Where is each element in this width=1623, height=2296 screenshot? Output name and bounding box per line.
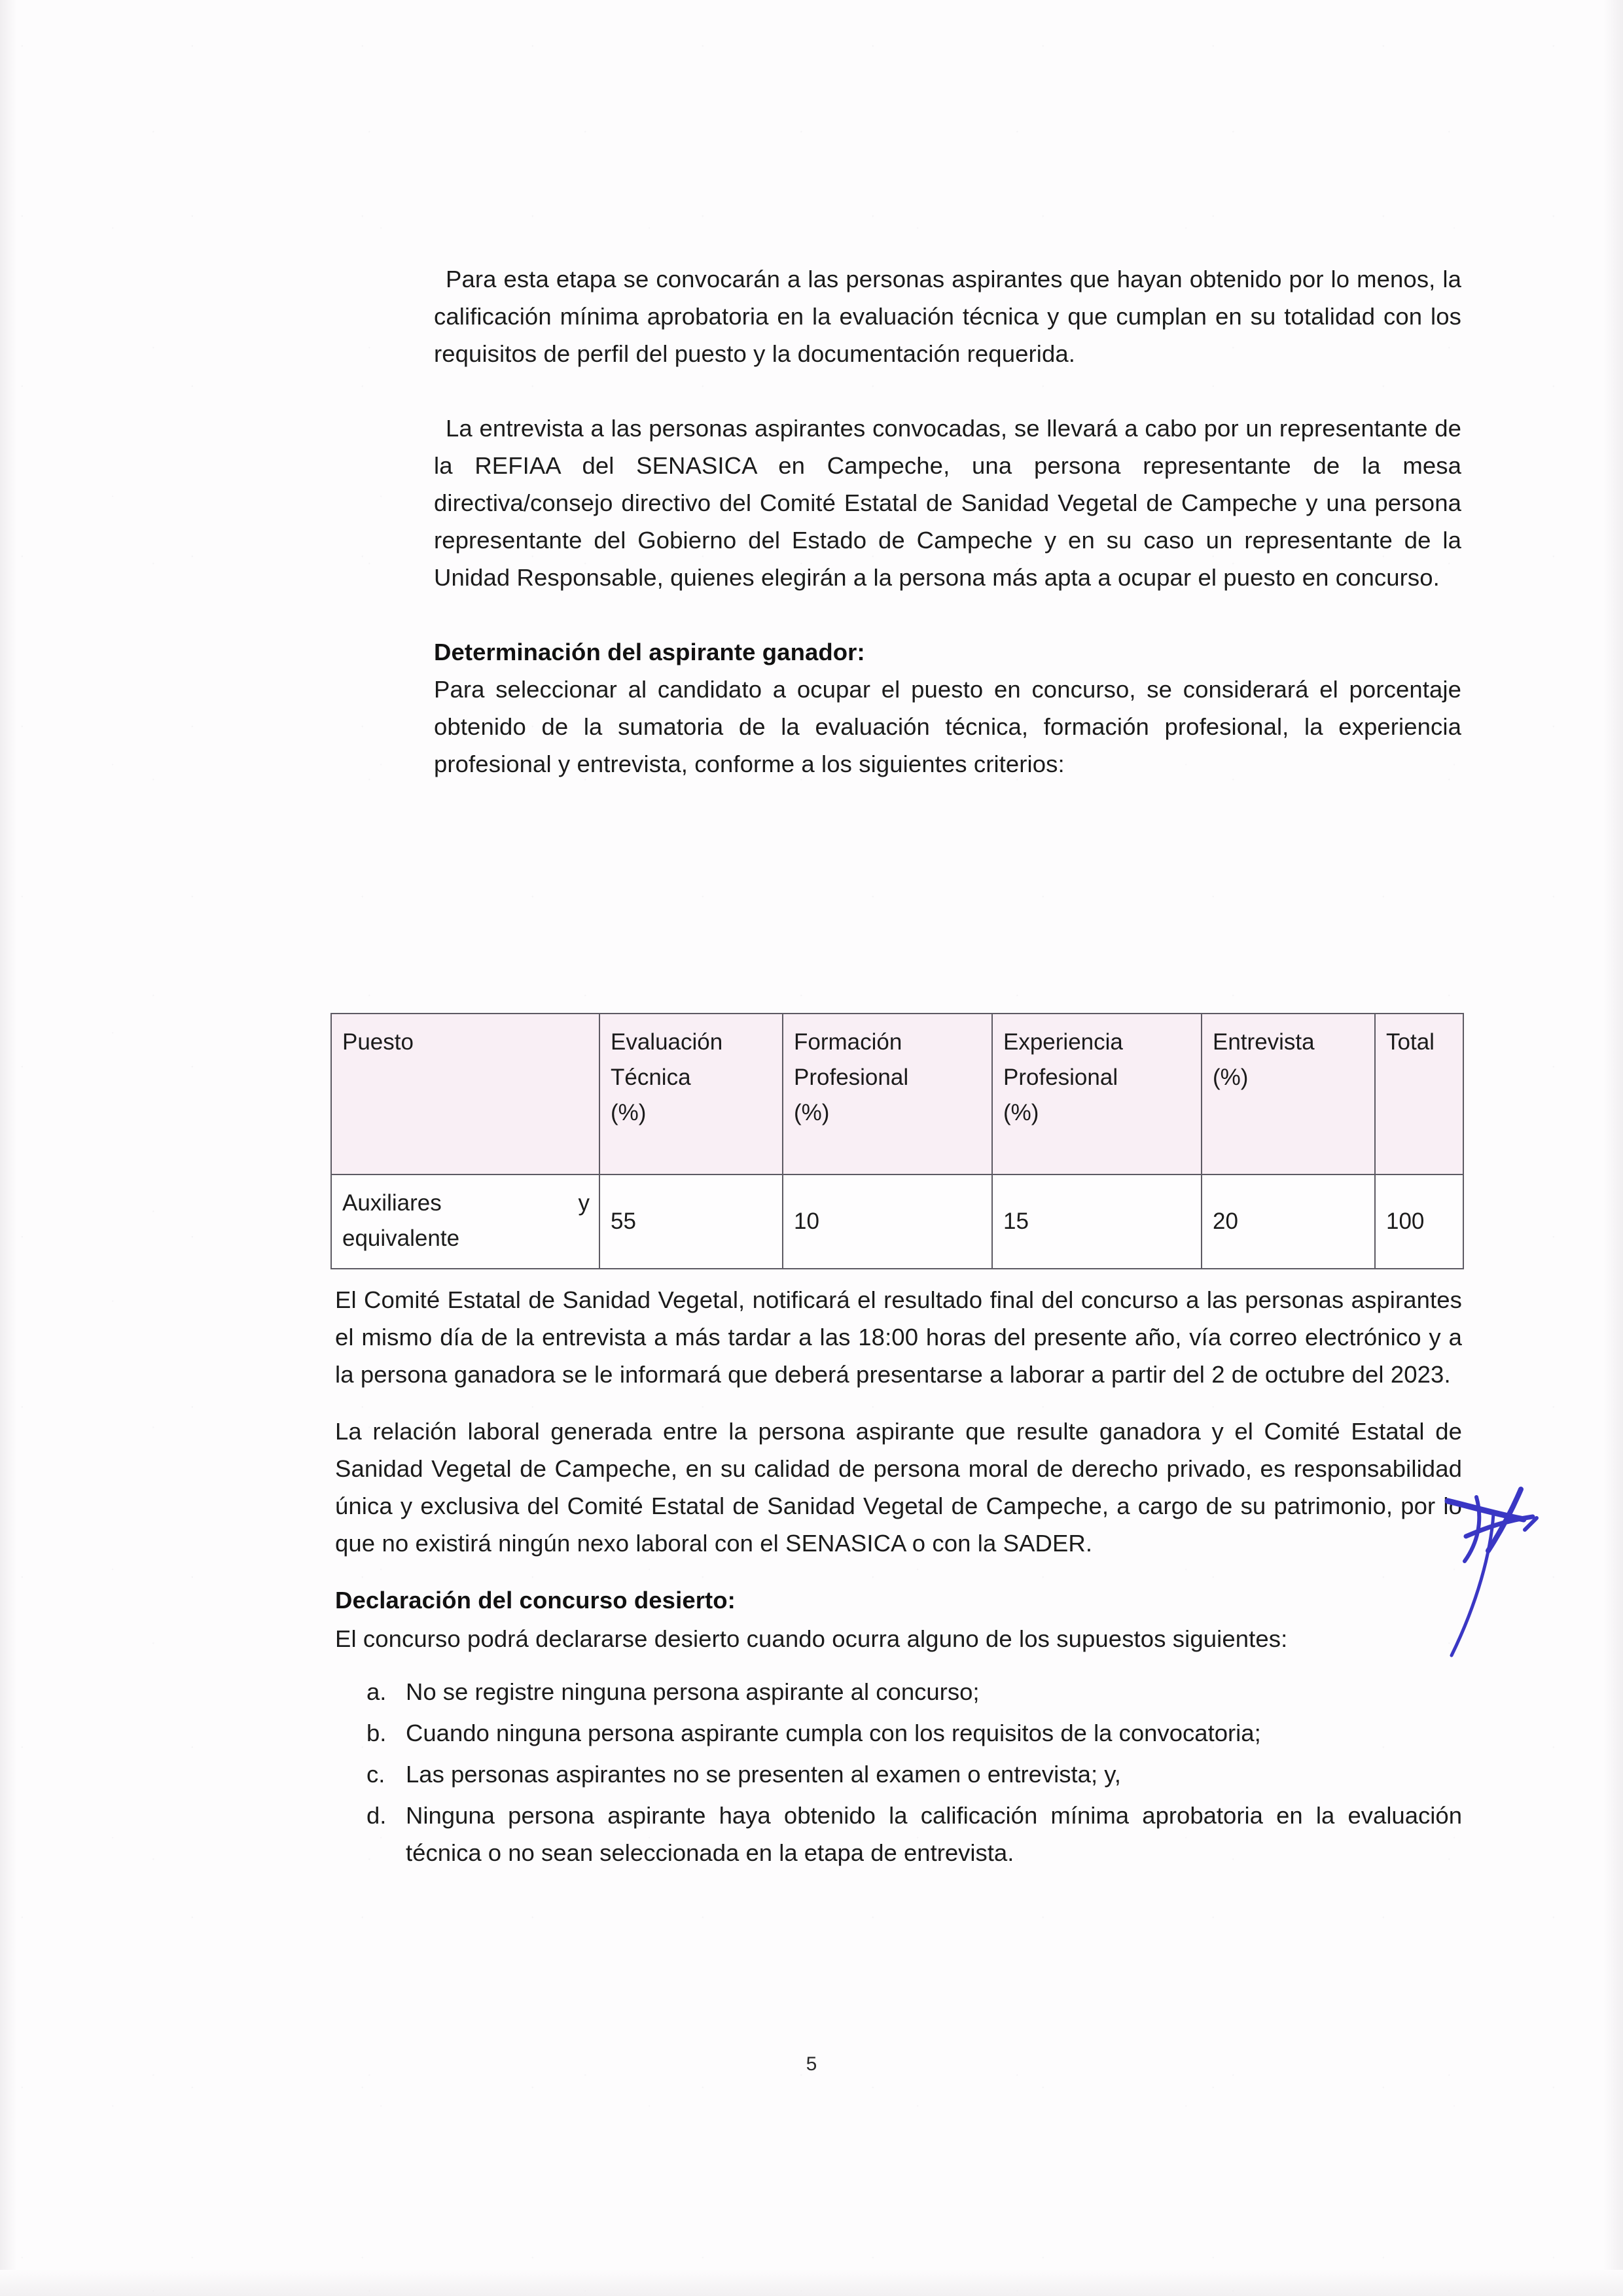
- header-line: Experiencia: [1003, 1029, 1123, 1055]
- table-header-formacion-profesional: [783, 1014, 992, 1174]
- table-header-experiencia-profesional: [992, 1014, 1202, 1174]
- puesto-word-auxiliares: Auxiliares: [342, 1190, 442, 1216]
- scan-edge-left: [0, 0, 17, 2296]
- cell-experiencia-profesional: 15: [992, 1174, 1202, 1269]
- table-row: [331, 1174, 1463, 1269]
- header-line: (%): [794, 1100, 830, 1125]
- heading-declaracion-concurso-desierto: Declaración del concurso desierto:: [335, 1587, 736, 1614]
- list-item-text: Ninguna persona aspirante haya obtenido la calificación mínima aprobatoria en la evaluación técnica o no sean seleccionada en la etapa de entrevista.: [406, 1802, 1462, 1866]
- cell-entrevista: 20: [1202, 1174, 1375, 1269]
- cell-total: 100: [1375, 1174, 1463, 1269]
- scan-edge-right: [1603, 0, 1623, 2296]
- header-line: Técnica: [611, 1065, 691, 1090]
- header-line: (%): [1003, 1100, 1039, 1125]
- header-line: Profesional: [794, 1065, 909, 1090]
- list-item-marker: d.: [366, 1802, 387, 1829]
- list-item-marker: c.: [366, 1761, 385, 1788]
- list-item-marker: a.: [366, 1678, 387, 1705]
- cell-evaluacion-tecnica: 55: [599, 1174, 783, 1269]
- lower-text-block: [335, 1281, 1462, 1875]
- paragraph-notificacion-resultado: El Comité Estatal de Sanidad Vegetal, notificará el resultado final del concurso a las personas aspirantes el mismo día de la entrevista a más tardar a las 18:00 horas del presente año, vía correo electrónico y a la persona ganadora se le informará que deberá presentarse a laborar a partir del 2 de octubre del 2023.: [335, 1286, 1462, 1388]
- list-item-text: Las personas aspirantes no se presenten al examen o entrevista; y,: [406, 1761, 1121, 1788]
- paragraph-relacion-laboral: La relación laboral generada entre la persona aspirante que resulte ganadora y el Comité Estatal de Sanidad Vegetal de Campeche, en su calidad de persona moral de derecho privado, es responsabilidad única y exclusiva del Comité Estatal de Sanidad Vegetal de Campeche, a cargo de su patrimonio, por lo que no existirá ningún nexo laboral con el SENASICA o con la SADER.: [335, 1418, 1462, 1557]
- header-line: Formación: [794, 1029, 902, 1055]
- paragraph-convocatoria-etapa: Para esta etapa se convocarán a las personas aspirantes que hayan obtenido por lo menos, la calificación mínima aprobatoria en la evaluación técnica y que cumplan en su totalidad con los requisitos de perfil del puesto y la documentación requerida.: [434, 266, 1461, 367]
- list-item: [335, 1797, 1462, 1871]
- list-item: [335, 1756, 1462, 1793]
- table-header-puesto: [331, 1014, 599, 1174]
- upper-text-block: [434, 260, 1461, 783]
- table-header-total: [1375, 1014, 1463, 1174]
- list-item: [335, 1714, 1462, 1752]
- paragraph-entrevista-integrantes: La entrevista a las personas aspirantes convocadas, se llevará a cabo por un representante de la REFIAA del SENASICA en Campeche, una persona representante de la mesa directiva/consejo directivo del Comité Estatal de Sanidad Vegetal de Campeche y una persona representante del Gobierno del Estado de Campeche y en su caso un representante de la Unidad Responsable, quienes elegirán a la persona más apta a ocupar el puesto en concurso.: [434, 415, 1461, 591]
- paragraph-supuestos-desierto: El concurso podrá declararse desierto cuando ocurra alguno de los supuestos siguientes:: [335, 1625, 1288, 1652]
- heading-determinacion-aspirante-ganador: Determinación del aspirante ganador:: [434, 639, 865, 665]
- table-header-row: [331, 1014, 1463, 1174]
- table-header-evaluacion-tecnica: [599, 1014, 783, 1174]
- supuestos-list: [335, 1673, 1462, 1871]
- header-line: Total: [1386, 1029, 1435, 1055]
- puesto-line-1: [342, 1186, 590, 1221]
- cell-puesto: [331, 1174, 599, 1269]
- header-line: Evaluación: [611, 1029, 723, 1055]
- header-line: (%): [1213, 1065, 1249, 1090]
- page-number: 5: [806, 2053, 817, 2075]
- criteria-table-wrapper: [330, 1013, 1463, 1269]
- list-item-text: No se registre ninguna persona aspirante al concurso;: [406, 1678, 980, 1705]
- table-header-entrevista: [1202, 1014, 1375, 1174]
- cell-formacion-profesional: 10: [783, 1174, 992, 1269]
- header-line: Profesional: [1003, 1065, 1118, 1090]
- puesto-word-y: y: [578, 1190, 590, 1216]
- puesto-word-equivalente: equivalente: [342, 1226, 460, 1251]
- list-item-marker: b.: [366, 1720, 387, 1746]
- list-item: [335, 1673, 1462, 1710]
- criteria-table: [330, 1013, 1464, 1269]
- header-line: Entrevista: [1213, 1029, 1315, 1055]
- paragraph-criterios-seleccion: Para seleccionar al candidato a ocupar el puesto en concurso, se considerará el porcentaje obtenido de la sumatoria de la evaluación técnica, formación profesional, la experiencia profesional y entrevista, conforme a los siguientes criterios:: [434, 676, 1461, 777]
- header-line: Puesto: [342, 1029, 414, 1055]
- list-item-text: Cuando ninguna persona aspirante cumpla con los requisitos de la convocatoria;: [406, 1720, 1261, 1746]
- header-line: (%): [611, 1100, 647, 1125]
- scan-edge-bottom: [0, 2270, 1623, 2296]
